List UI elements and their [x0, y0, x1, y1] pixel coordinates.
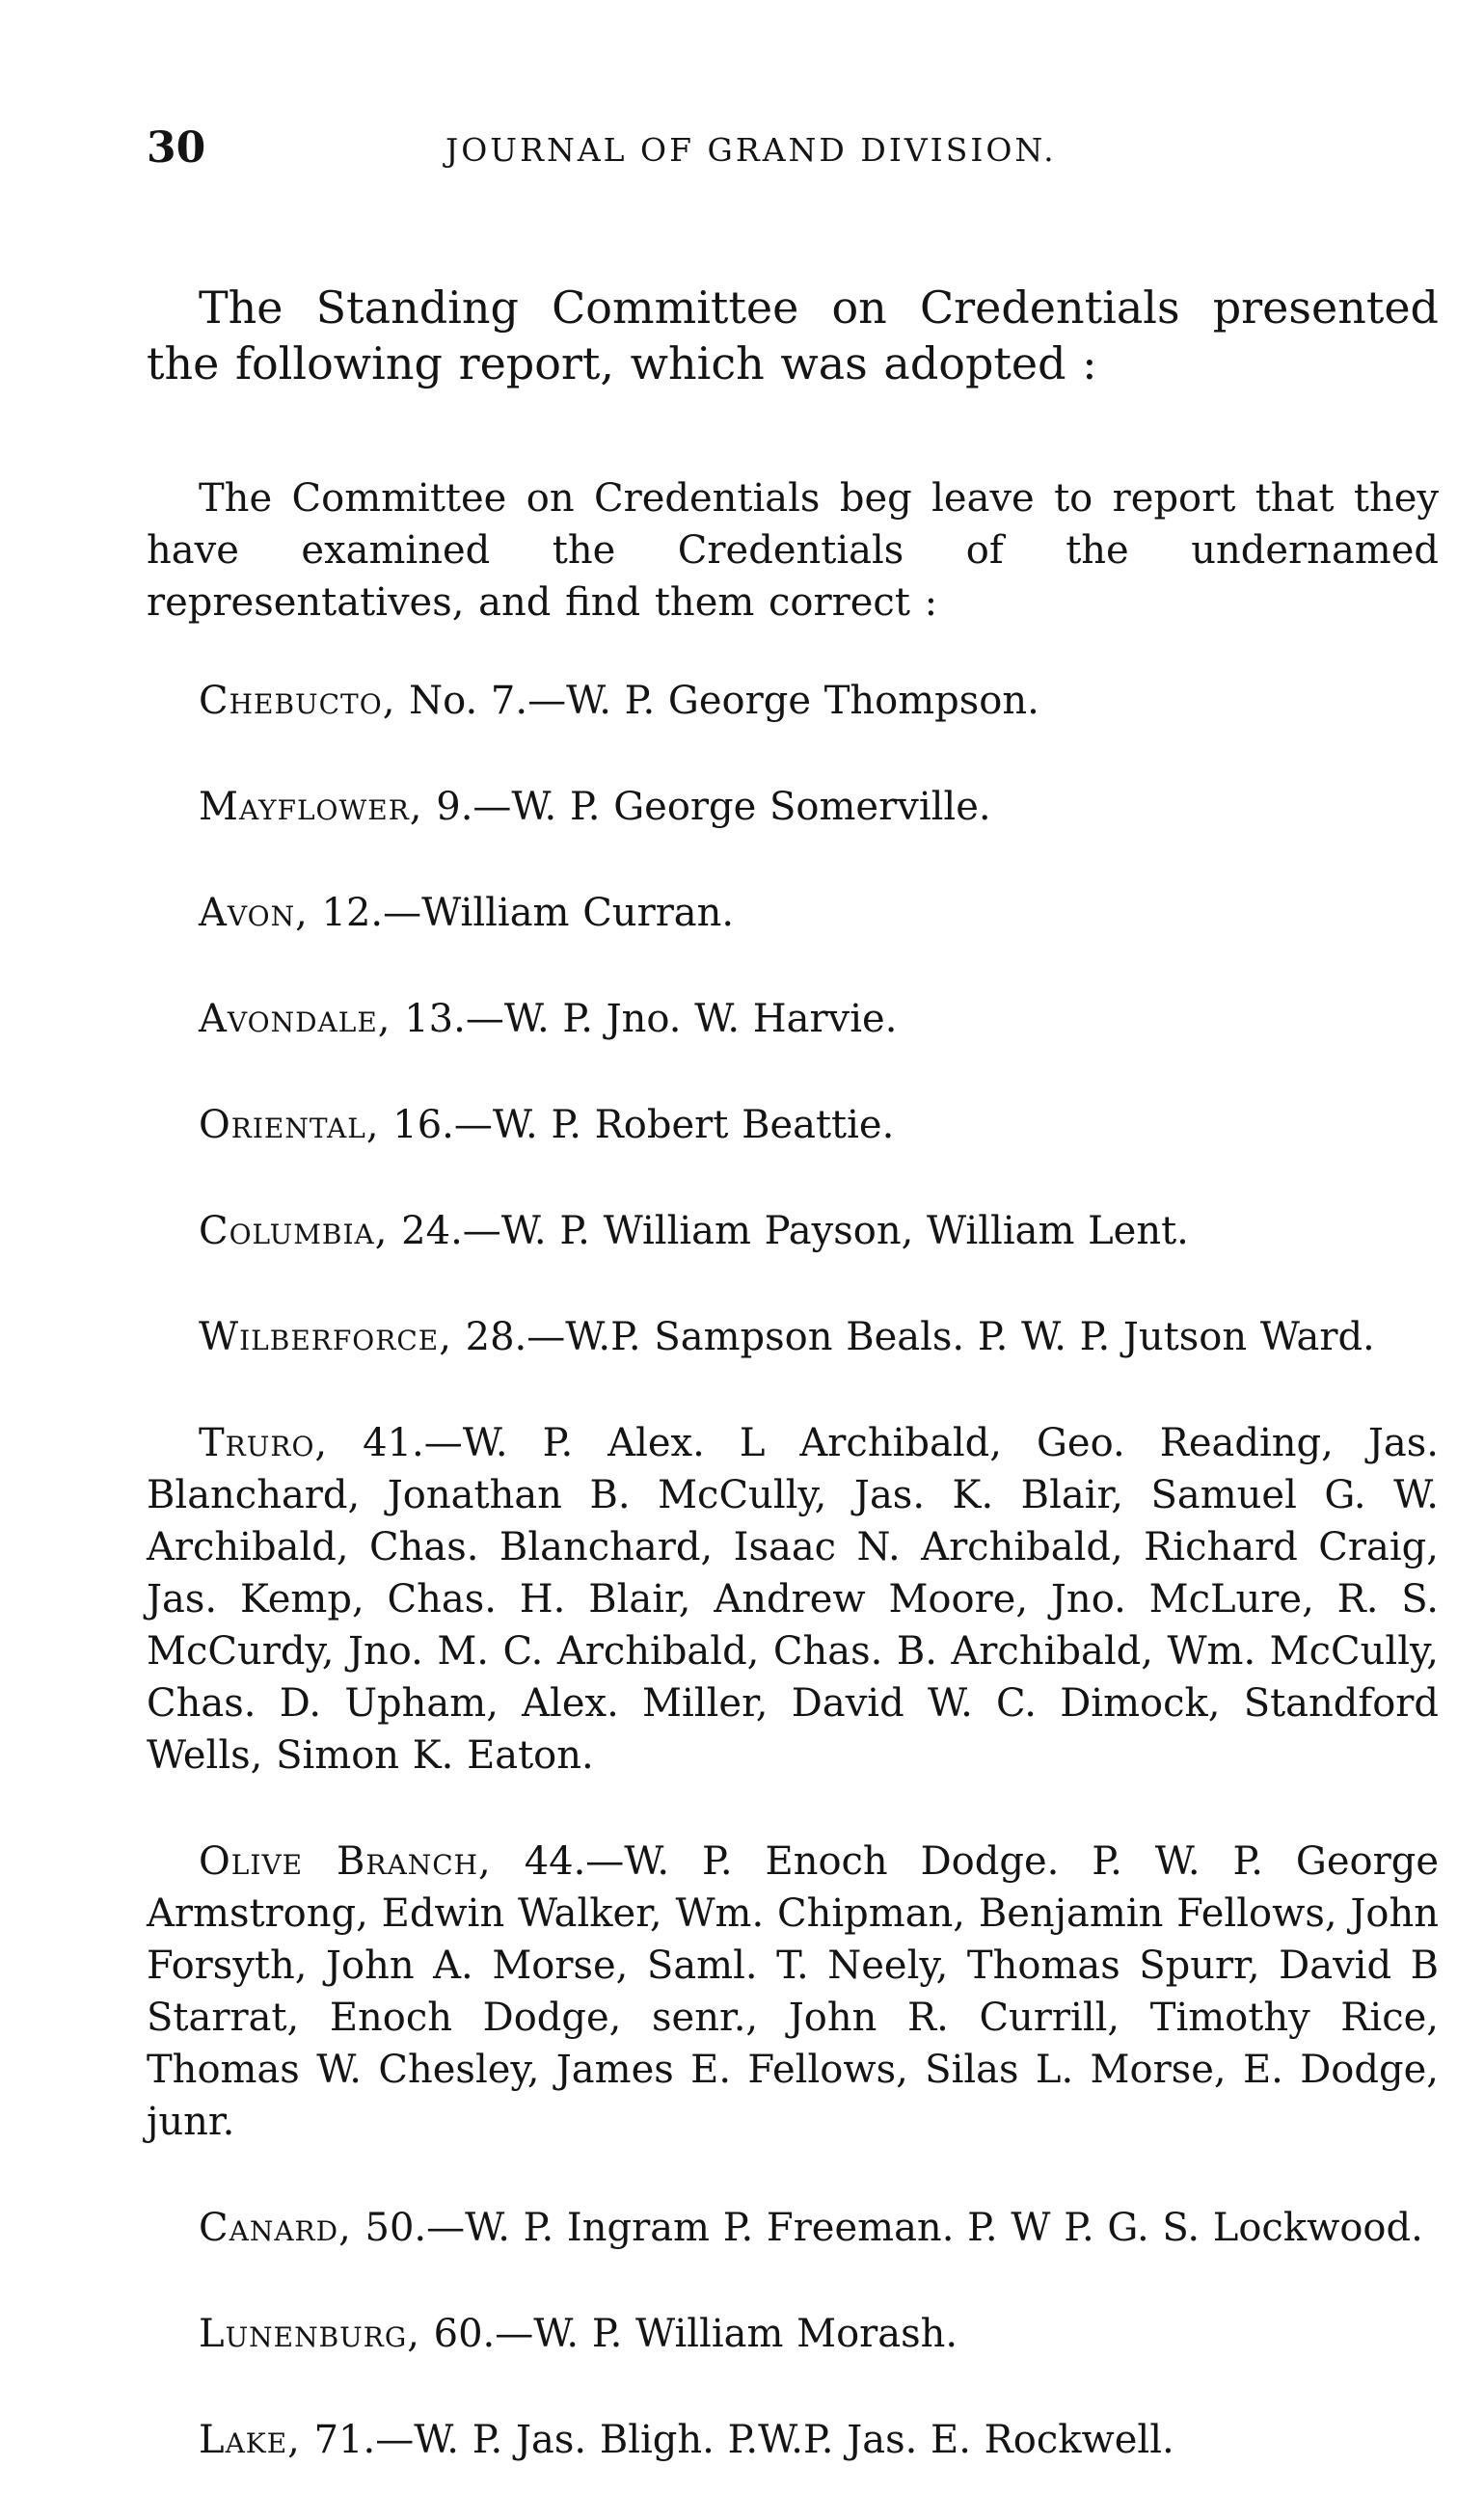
division-name: Lake,	[199, 2418, 301, 2462]
page-number: 30	[147, 123, 206, 173]
entry-text: 12.—William Curran.	[308, 891, 735, 935]
entry-text: 28.—W.P. Sampson Beals. P. W. P. Jutson Ward.	[451, 1315, 1375, 1359]
credential-entry-wilberforce	[147, 1311, 1439, 1363]
division-name: Avon,	[199, 891, 309, 935]
division-name: Oriental,	[199, 1103, 380, 1147]
report-intro-paragraph: The Committee on Credentials beg leave to report that they have examined the Credentials of the undernamed representatives, and find them correct :	[147, 476, 1439, 625]
credential-entry-truro	[147, 1417, 1439, 1782]
division-name: Olive Branch,	[199, 1839, 492, 1884]
entry-text: 24.—W. P. William Payson, William Lent.	[388, 1209, 1189, 1253]
entry-text: 13.—W. P. Jno. W. Harvie.	[391, 997, 898, 1041]
entry-text: 9.—W. P. George Somerville.	[422, 785, 991, 829]
intro-paragraph: The Standing Committee on Credentials presented the following report, which was adopted :	[147, 281, 1439, 389]
division-name: Lunenburg,	[199, 2312, 420, 2356]
journal-page	[147, 106, 1440, 2462]
entry-text: 60.—W. P. William Morash.	[419, 2312, 958, 2356]
division-name: Avondale,	[199, 997, 391, 1041]
credential-entry-oriental	[147, 1099, 1439, 1151]
credential-entry-mayflower	[147, 781, 1439, 833]
credential-entry-avondale	[147, 993, 1439, 1045]
credential-entry-olive-branch	[147, 1836, 1439, 2148]
division-name: Columbia,	[199, 1209, 389, 1253]
running-title: JOURNAL OF GRAND DIVISION.	[445, 131, 1057, 169]
credential-entry-canard	[147, 2202, 1439, 2254]
entry-text: 41.—W. P. Alex. L Archibald, Geo. Reading, Jas. Blanchard, Jonathan B. McCully, Jas. K. Blair, Samuel G. W. Archibald, Chas. Blanchard, Isaac N. Archibald, Richard Craig, Jas. Kemp, Chas. H. Blair, Andrew Moore, Jno. McLure, R. S. McCurdy, Jno. M. C. Archibald, Chas. B. Archibald, Wm. McCully, Chas. D. Upham, Alex. Miller, David W. C. Dimock, Standford Wells, Simon K. Eaton.	[147, 1421, 1439, 1778]
entry-text: 16.—W. P. Robert Beattie.	[379, 1103, 895, 1147]
credentials-list	[147, 675, 1439, 2520]
entry-text: 44.—W. P. Enoch Dodge. P. W. P. George Armstrong, Edwin Walker, Wm. Chipman, Benjamin Fellows, John Forsyth, John A. Morse, Saml. T. Neely, Thomas Spurr, David B Starrat, Enoch Dodge, senr., John R. Currill, Timothy Rice, Thomas W. Chesley, James E. Fellows, Silas L. Morse, E. Dodge, junr.	[147, 1839, 1440, 2144]
credential-entry-lunenburg	[147, 2308, 1439, 2360]
division-name: Chebucto,	[199, 679, 396, 723]
credential-entry-columbia	[147, 1205, 1439, 1257]
entry-text: 71.—W. P. Jas. Bligh. P.W.P. Jas. E. Rockwell.	[300, 2418, 1174, 2462]
credential-entry-avon	[147, 887, 1439, 939]
credential-entry-lake	[147, 2414, 1439, 2466]
entry-text: 50.—W. P. Ingram P. Freeman. P. W P. G. S. Lockwood.	[351, 2206, 1423, 2250]
division-name: Wilberforce,	[199, 1315, 452, 1359]
division-name: Canard,	[199, 2206, 352, 2250]
credential-entry-chebucto	[147, 675, 1439, 727]
division-name: Truro,	[199, 1421, 329, 1465]
page-header	[147, 106, 1439, 174]
entry-text: No. 7.—W. P. George Thompson.	[395, 679, 1039, 723]
division-name: Mayflower,	[199, 785, 423, 829]
